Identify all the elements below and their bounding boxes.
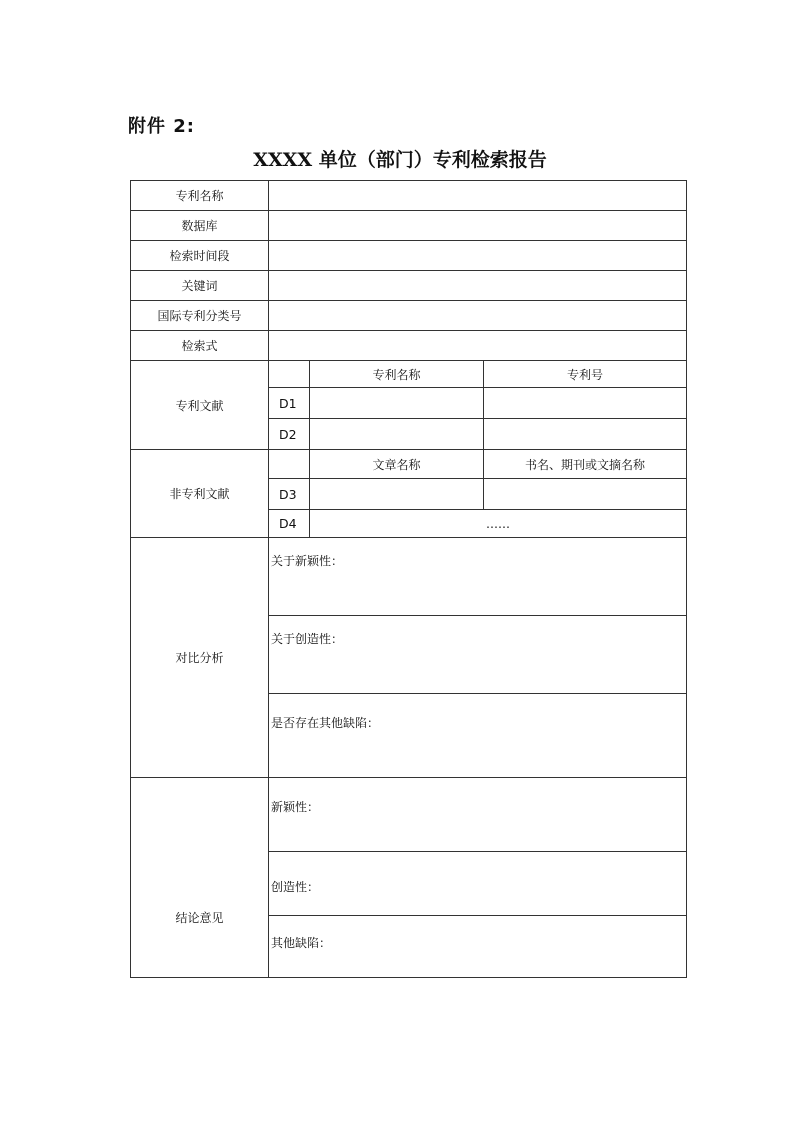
patent-docs-col-name: 专利名称 <box>310 361 484 388</box>
patent-docs-col-number: 专利号 <box>484 361 687 388</box>
patent-doc-name-cell <box>310 388 484 419</box>
patent-docs-label: 专利文献 <box>131 361 269 450</box>
database-value <box>269 211 687 241</box>
report-title: XXXX 单位（部门）专利检索报告 <box>253 149 547 171</box>
search-formula-label: 检索式 <box>131 331 269 361</box>
nonpatent-docs-col-source: 书名、期刊或文摘名称 <box>484 450 687 479</box>
attachment-label: 附件 2: <box>128 116 195 137</box>
row-search-period <box>131 241 687 271</box>
comparison-inventiveness: 关于创造性： <box>269 616 687 694</box>
search-formula-value <box>269 331 687 361</box>
conclusion-novelty: 新颖性： <box>269 778 687 852</box>
patent-name-label: 专利名称 <box>131 181 269 211</box>
nonpatent-docs-col-title: 文章名称 <box>310 450 484 479</box>
ipc-label: 国际专利分类号 <box>131 301 269 331</box>
patent-doc-id: D1 <box>269 388 310 419</box>
comparison-row <box>131 538 687 616</box>
database-label: 数据库 <box>131 211 269 241</box>
patent-doc-number-cell <box>484 419 687 450</box>
keywords-label: 关键词 <box>131 271 269 301</box>
search-report-form <box>130 180 687 978</box>
nonpatent-doc-ellipsis: …… <box>310 510 687 538</box>
patent-doc-number-cell <box>484 388 687 419</box>
nonpatent-docs-corner <box>269 450 310 479</box>
conclusion-other-defects: 其他缺陷： <box>269 916 687 978</box>
conclusion-row <box>131 778 687 852</box>
comparison-novelty: 关于新颖性： <box>269 538 687 616</box>
conclusion-inventiveness: 创造性： <box>269 852 687 916</box>
nonpatent-doc-title-cell <box>310 479 484 510</box>
patent-name-value <box>269 181 687 211</box>
search-period-label: 检索时间段 <box>131 241 269 271</box>
nonpatent-doc-id: D3 <box>269 479 310 510</box>
search-period-value <box>269 241 687 271</box>
row-patent-name <box>131 181 687 211</box>
nonpatent-docs-label: 非专利文献 <box>131 450 269 538</box>
row-keywords <box>131 271 687 301</box>
patent-docs-corner <box>269 361 310 388</box>
patent-doc-id: D2 <box>269 419 310 450</box>
comparison-other-defects: 是否存在其他缺陷： <box>269 694 687 778</box>
ipc-value <box>269 301 687 331</box>
conclusion-label: 结论意见 <box>131 778 269 978</box>
row-ipc <box>131 301 687 331</box>
row-search-formula <box>131 331 687 361</box>
nonpatent-docs-header-row <box>131 450 687 479</box>
patent-docs-header-row <box>131 361 687 388</box>
row-database <box>131 211 687 241</box>
nonpatent-doc-id: D4 <box>269 510 310 538</box>
keywords-value <box>269 271 687 301</box>
nonpatent-doc-source-cell <box>484 479 687 510</box>
patent-doc-name-cell <box>310 419 484 450</box>
comparison-label: 对比分析 <box>131 538 269 778</box>
